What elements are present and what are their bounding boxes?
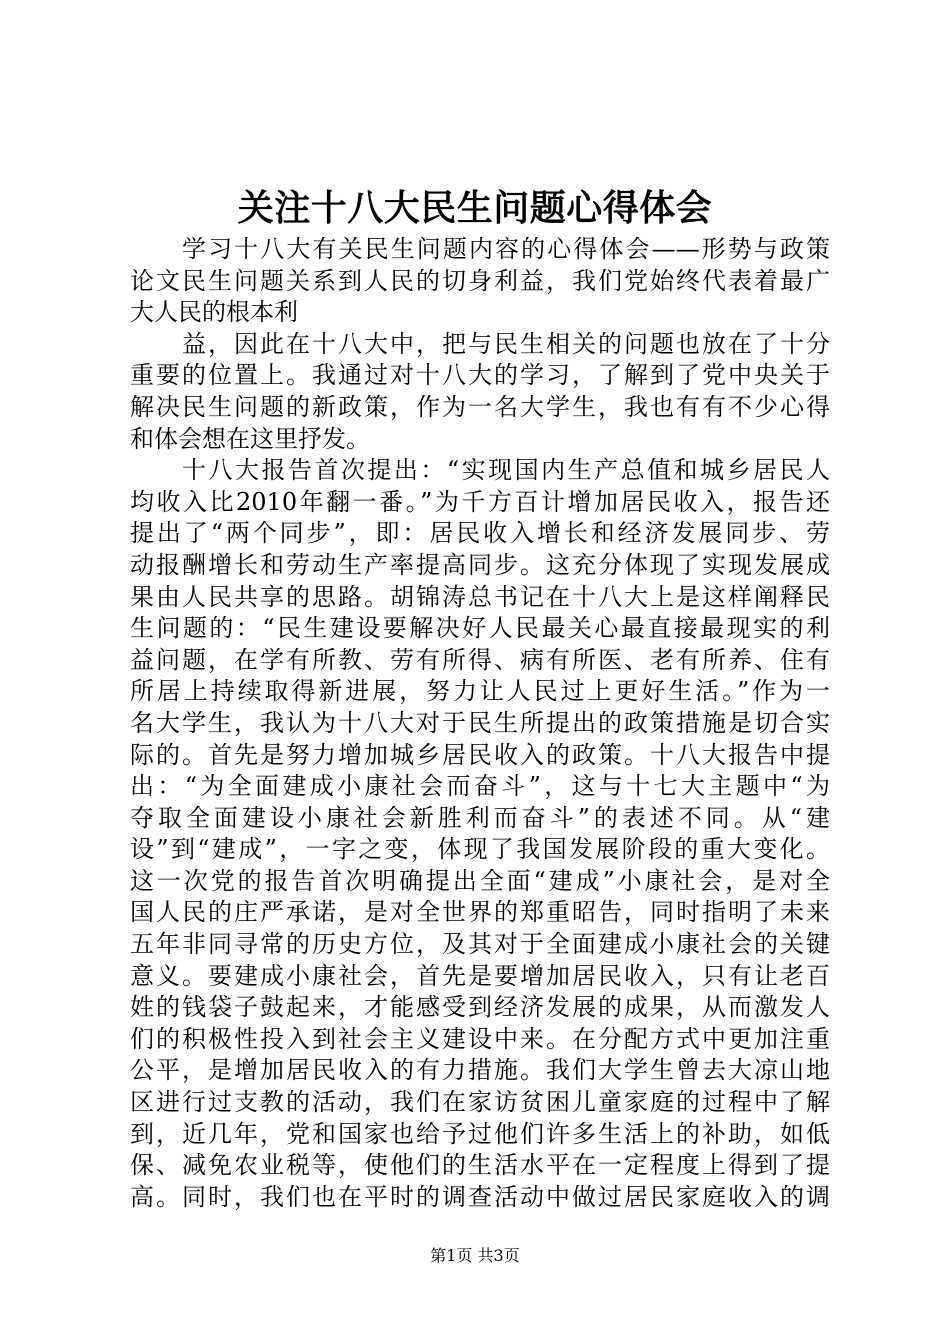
body-text-line: 解决民生问题的新政策，作为一名大学生，我也有有不少心得 [130, 392, 830, 421]
body-text-line: 动报酬增长和劳动生产率提高同步。这充分体现了实现发展成 [130, 550, 830, 579]
body-text-line: 益，因此在十八大中，把与民生相关的问题也放在了十分 [182, 329, 830, 358]
body-text-line: 学习十八大有关民生问题内容的心得体会——形势与政策 [182, 235, 830, 263]
body-text-line: 均收入比2010年翻一番。”为千方百计增加居民收入，报告还 [130, 487, 830, 516]
body-text-line: 到，近几年，党和国家也给予过他们许多生活上的补助，如低 [130, 1119, 830, 1148]
body-text-line: 高。同时，我们也在平时的调查活动中做过居民家庭收入的调 [130, 1182, 830, 1211]
body-text-line: 夺取全面建设小康社会新胜利而奋斗”的表述不同。从“建 [130, 803, 830, 832]
body-text-line: 姓的钱袋子鼓起来，才能感受到经济发展的成果，从而激发人 [130, 993, 830, 1022]
body-text-line: 五年非同寻常的历史方位，及其对于全面建成小康社会的关键 [130, 930, 830, 959]
body-text-line: 和体会想在这里抒发。 [130, 424, 370, 453]
body-text-line: 国人民的庄严承诺，是对全世界的郑重昭告，同时指明了未来 [130, 898, 830, 927]
body-text-line: 保、减免农业税等，使他们的生活水平在一定程度上得到了提 [130, 1151, 830, 1180]
body-text-line: 公平，是增加居民收入的有力措施。我们大学生曾去大凉山地 [130, 1056, 830, 1085]
body-text-line: 际的。首先是努力增加城乡居民收入的政策。十八大报告中提 [130, 740, 830, 769]
body-text-line: 十八大报告首次提出：“实现国内生产总值和城乡居民人 [182, 456, 830, 485]
body-text-line: 论文民生问题关系到人民的切身利益，我们党始终代表着最广 [130, 266, 830, 295]
body-text-line: 提出了“两个同步”，即：居民收入增长和经济发展同步、劳 [130, 519, 830, 548]
body-text-line: 所居上持续取得新进展，努力让人民过上更好生活。”作为一 [130, 677, 830, 706]
body-text-line: 区进行过支教的活动，我们在家访贫困儿童家庭的过程中了解 [130, 1088, 830, 1117]
body-text-line: 出：“为全面建成小康社会而奋斗”，这与十七大主题中“为 [130, 772, 830, 801]
document-body [130, 234, 830, 1213]
body-text-line: 大人民的根本利 [130, 298, 298, 327]
document-title: 关注十八大民生问题心得体会 [237, 187, 713, 229]
body-text-line: 设”到“建成”，一字之变，体现了我国发展阶段的重大变化。 [130, 835, 830, 864]
body-text-line: 这一次党的报告首次明确提出全面“建成”小康社会，是对全 [130, 866, 830, 895]
body-text-line: 重要的位置上。我通过对十八大的学习，了解到了党中央关于 [130, 361, 830, 390]
body-text-line: 益问题，在学有所教、劳有所得、病有所医、老有所养、住有 [130, 645, 830, 674]
body-text-line: 生问题的：“民生建设要解决好人民最关心最直接最现实的利 [130, 614, 830, 643]
body-text-line: 们的积极性投入到社会主义建设中来。在分配方式中更加注重 [130, 1024, 830, 1053]
body-text-line: 果由人民共享的思路。胡锦涛总书记在十八大上是这样阐释民 [130, 582, 830, 611]
body-text-line: 意义。要建成小康社会，首先是要增加居民收入，只有让老百 [130, 961, 830, 990]
page-number-footer: 第1页 共3页 [430, 1246, 520, 1265]
body-text-line: 名大学生，我认为十八大对于民生所提出的政策措施是切合实 [130, 708, 830, 737]
